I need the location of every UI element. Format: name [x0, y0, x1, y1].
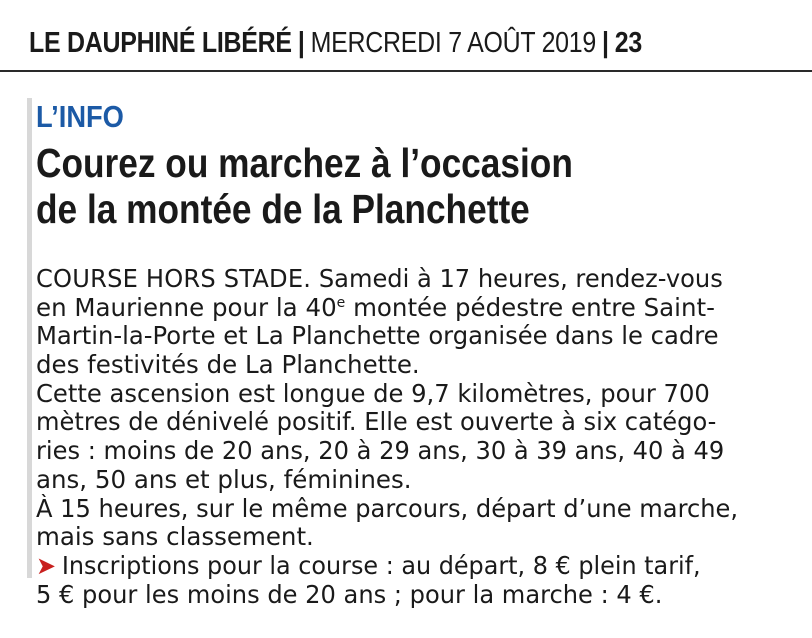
masthead-separator: |	[297, 27, 305, 59]
body-line	[36, 552, 745, 581]
body-text: montée pédestre entre Saint-	[345, 292, 715, 322]
body-line	[36, 294, 763, 323]
article-headline	[36, 140, 776, 232]
body-line: ries : moins de 20 ans, 20 à 29 ans, 30 à 39 ans, 40 à 49	[36, 436, 725, 466]
body-text: en Maurienne pour la 40	[36, 292, 337, 322]
masthead	[0, 0, 812, 72]
article-kicker: L’INFO	[36, 99, 124, 134]
headline-line: de la montée de la Planchette	[36, 186, 530, 232]
article-body	[36, 265, 763, 609]
body-text: Inscriptions pour la course : au départ, 8 € plein tarif,	[61, 550, 701, 580]
newspaper-name: LE DAUPHINÉ LIBÉRÉ	[29, 27, 292, 59]
body-line: ans, 50 ans et plus, féminines.	[36, 464, 412, 494]
body-line: des festivités de La Planchette.	[36, 350, 420, 380]
masthead-line	[29, 26, 642, 60]
body-line: Cette ascension est longue de 9,7 kilomètres, pour 700	[36, 378, 710, 408]
body-line: Martin-la-Porte et La Planchette organisée dans le cadre	[36, 321, 719, 351]
body-line: mètres de dénivelé positif. Elle est ouverte à six catégo-	[36, 407, 717, 437]
article-lead: COURSE HORS STADE.	[36, 264, 312, 293]
arrow-icon: ➤	[36, 550, 57, 580]
page-number: 23	[614, 27, 643, 59]
body-line	[36, 265, 752, 294]
body-line: À 15 heures, sur le même parcours, départ d’une marche,	[36, 493, 739, 523]
body-line: 5 € pour les moins de 20 ans ; pour la marche : 4 €.	[36, 579, 663, 609]
masthead-separator: |	[602, 27, 609, 59]
issue-date: MERCREDI 7 AOÛT 2019	[310, 27, 597, 59]
body-text: Samedi à 17 heures, rendez-vous	[311, 264, 723, 293]
body-line: mais sans classement.	[36, 522, 314, 552]
headline-line: Courez ou marchez à l’occasion	[36, 140, 573, 186]
ordinal-superscript: e	[336, 294, 346, 311]
article-side-rule	[27, 98, 32, 578]
